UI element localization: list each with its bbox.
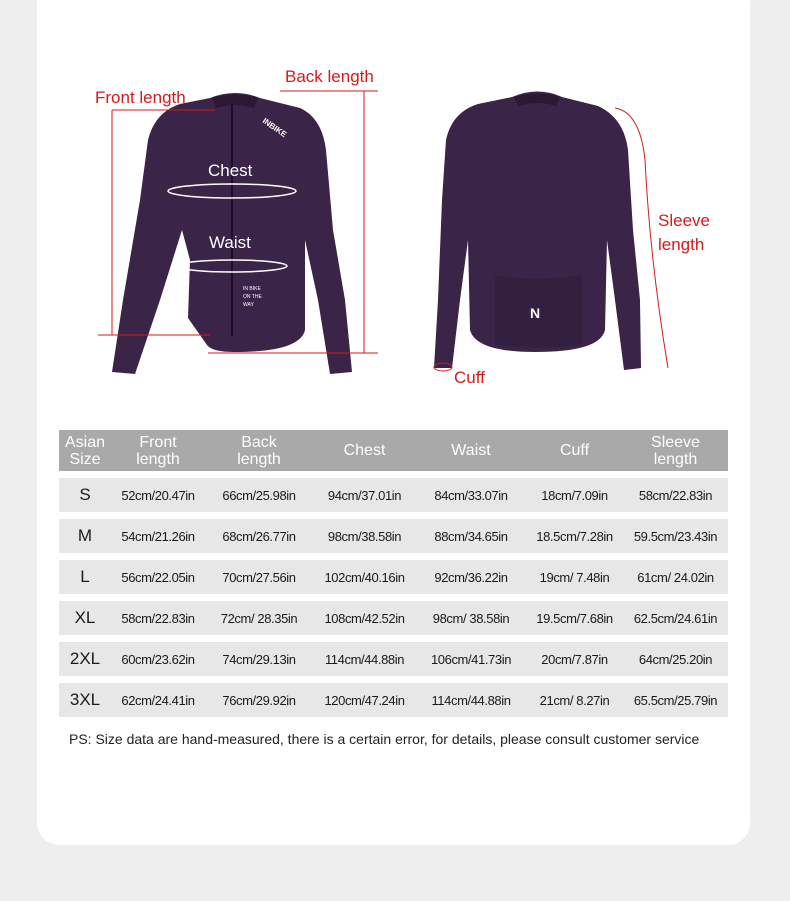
cuff-cell: 19cm/ 7.48in <box>539 569 610 585</box>
header-chest: Chest <box>343 442 386 459</box>
size-chart-table <box>59 430 728 717</box>
back-length-cell: 68cm/26.77in <box>222 528 296 544</box>
back-length-cell: 74cm/29.13in <box>222 651 296 667</box>
waist-label: Waist <box>209 233 251 252</box>
size-cell: L <box>80 567 90 586</box>
back-length-cell: 70cm/27.56in <box>222 569 296 585</box>
size-cell: XL <box>74 608 96 627</box>
waist-cell: 114cm/44.88in <box>431 692 511 708</box>
header-front-length: Front length <box>136 433 180 468</box>
sleeve-length-label-line1: Sleeve <box>658 211 710 230</box>
front-length-cell: 56cm/22.05in <box>121 569 195 585</box>
sleeve-length-cell: 59.5cm/23.43in <box>633 528 718 544</box>
front-length-cell: 62cm/24.41in <box>121 692 195 708</box>
table-header <box>59 430 728 471</box>
table-row <box>59 601 728 635</box>
svg-text:ON THE: ON THE <box>243 294 262 300</box>
front-length-label: Front length <box>95 88 186 107</box>
chest-cell: 114cm/44.88in <box>324 651 405 667</box>
waist-cell: 98cm/ 38.58in <box>432 610 510 626</box>
jersey-back-image <box>434 92 641 371</box>
front-length-cell: 58cm/22.83in <box>121 610 195 626</box>
size-cell: 2XL <box>69 649 101 668</box>
table-row <box>59 683 728 717</box>
svg-text:WAY: WAY <box>243 302 254 308</box>
header-back-length: Back length <box>237 433 281 468</box>
front-length-cell: 54cm/21.26in <box>121 528 195 544</box>
measurement-note: PS: Size data are hand-measured, there is a certain error, for details, please consult customer service <box>69 731 700 747</box>
sleeve-length-cell: 65.5cm/25.79in <box>633 692 718 708</box>
size-cell: M <box>77 526 93 545</box>
chest-cell: 94cm/37.01in <box>327 487 402 503</box>
cuff-cell: 20cm/7.87in <box>541 651 608 667</box>
chest-cell: 120cm/47.24in <box>324 692 405 708</box>
back-length-cell: 72cm/ 28.35in <box>220 610 298 626</box>
size-cell: 3XL <box>69 690 101 709</box>
sleeve-length-cell: 58cm/22.83in <box>638 487 713 503</box>
jersey-logo-text: INBIKE <box>260 116 289 140</box>
cuff-cell: 21cm/ 8.27in <box>539 692 610 708</box>
header-sleeve-length: Sleeve length <box>651 433 700 468</box>
chest-cell: 102cm/40.16in <box>324 569 405 585</box>
header-cuff: Cuff <box>559 442 590 459</box>
chest-label: Chest <box>208 161 253 180</box>
size-diagram <box>0 0 790 420</box>
table-row <box>59 642 728 676</box>
back-length-cell: 66cm/25.98in <box>222 487 296 503</box>
back-length-cell: 76cm/29.92in <box>222 692 296 708</box>
waist-cell: 88cm/34.65in <box>434 528 508 544</box>
waist-cell: 84cm/33.07in <box>434 487 508 503</box>
sleeve-length-cell: 61cm/ 24.02in <box>637 569 714 585</box>
table-row <box>59 519 728 553</box>
sleeve-length-label-line2: length <box>658 235 705 254</box>
cuff-cell: 18.5cm/7.28in <box>536 528 613 544</box>
cuff-label: Cuff <box>454 368 485 387</box>
size-cell: S <box>79 485 91 504</box>
sleeve-length-cell: 64cm/25.20in <box>638 651 713 667</box>
front-length-cell: 52cm/20.47in <box>121 487 195 503</box>
header-size: Asian Size <box>64 433 106 468</box>
jersey-back-logo: N <box>530 305 541 321</box>
waist-cell: 92cm/36.22in <box>434 569 508 585</box>
header-waist: Waist <box>451 442 491 459</box>
jersey-slogan: IN BIKE <box>243 286 261 292</box>
chest-cell: 108cm/42.52in <box>324 610 405 626</box>
table-row <box>59 478 728 512</box>
cuff-cell: 19.5cm/7.68in <box>536 610 613 626</box>
back-length-label: Back length <box>285 67 374 86</box>
table-row <box>59 560 728 594</box>
front-length-cell: 60cm/23.62in <box>121 651 195 667</box>
chest-cell: 98cm/38.58in <box>327 528 402 544</box>
cuff-cell: 18cm/7.09in <box>541 487 608 503</box>
waist-cell: 106cm/41.73in <box>430 651 512 667</box>
sleeve-length-cell: 62.5cm/24.61in <box>633 610 718 626</box>
